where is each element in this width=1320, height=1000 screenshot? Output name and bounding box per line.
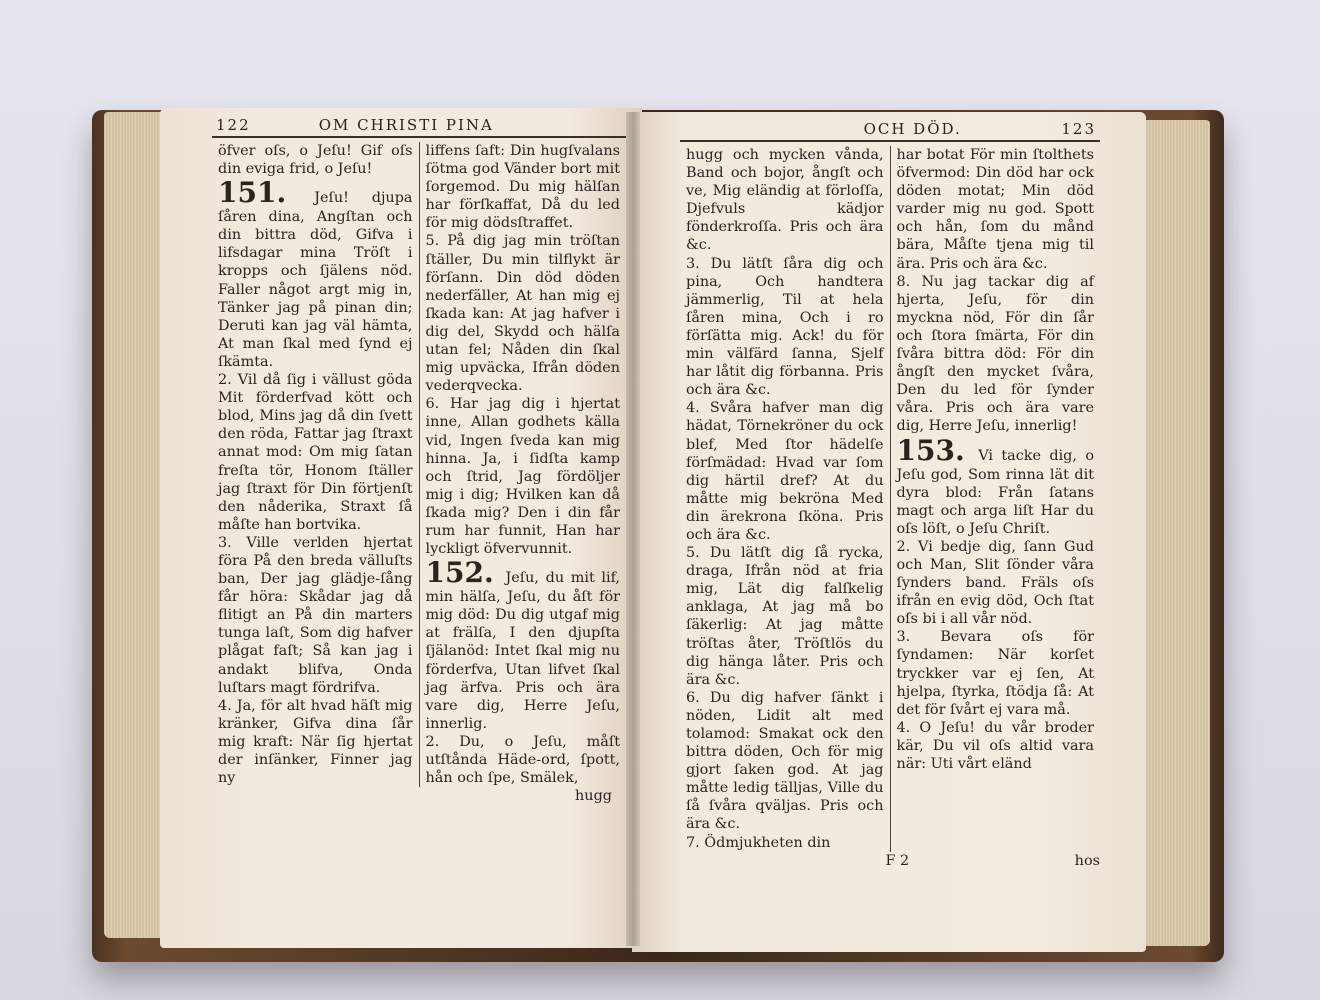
text-column	[212, 142, 419, 787]
book-gutter	[626, 112, 640, 946]
right-page	[632, 112, 1146, 952]
signature-mark: F 2	[885, 852, 910, 869]
hymn-start	[896, 433, 1095, 538]
signature-line	[680, 852, 1100, 870]
verse-text: 6. Du dig hafver ſänkt i nöden, Lidit alt med tolamod: Smakat ock den bittra döden, Och för mig gjort ſaken god. At jag måtte ledig tälljas, Ville du ſå ſvåra qväljas. Pris och ära &c.	[686, 689, 884, 833]
text-column	[419, 142, 627, 787]
running-head-left	[212, 116, 626, 138]
page-number: 123	[1061, 120, 1096, 138]
verse	[426, 142, 621, 232]
catchword: hugg	[575, 788, 612, 805]
hymn-number: 153.	[896, 433, 979, 467]
verse	[218, 697, 413, 787]
verse	[897, 719, 1095, 773]
verse-text: 5. Du lätſt dig ſå rycka, draga, Ifrån nöd at fria mig, Lät dig falſkelig anklaga, At jag må bo ſäkerlig: At jag måtte tröſtas åter, Tröſtlös du dig hänga låter. Pris och ära &c.	[686, 545, 884, 688]
verse	[897, 146, 1095, 273]
verse-text: 3. Bevara oſs för ſyndamen: När korſet tryckker var ej ſen, At hjelpa, ſtyrka, ſtödja ſå: At det för ſvårt ej vara må.	[896, 629, 1094, 718]
verse	[426, 395, 621, 558]
hymn-number: 151.	[218, 176, 315, 210]
running-title: OCH DÖD.	[863, 120, 962, 138]
catchword: hos	[1074, 852, 1100, 869]
left-page	[160, 108, 642, 948]
verse	[686, 399, 884, 544]
verse-text: 2. Vil då ſig i vällust göda Mit förderfvad kött och blod, Mins jag då din ſvett den röda, Fattar jag ſtraxt annat mod: Om mig ſatan freſta tör, Honom ſtäller jag ſtraxt för Din förtjenſt den nåderika, Straxt ſå måſte han bortvika.	[218, 372, 413, 533]
hymn-number: 152.	[425, 556, 506, 590]
verse-text: Jeſu, du mit lif, min hälſa, Jeſu, du åſt för mig död: Du dig utgaf mig at frälſa, I den djupſta ſjälanöd: Intet ſkal mig nu förderfva, Utan lifvet ſkal jag ärfva. Pris och ära vare dig, Herre Jeſu, innerlig.	[425, 570, 620, 732]
verse	[218, 142, 413, 178]
verse	[686, 255, 884, 400]
text-column	[890, 146, 1101, 852]
verse	[218, 534, 413, 697]
verse-text: hugg och mycken vånda, Band och bojor, ångſt och ve, Mig eländig at förloſſa, Djefvuls kädjor fönderkroſſa. Pris och ära &c.	[686, 147, 884, 254]
verse	[897, 628, 1095, 718]
text-column	[680, 146, 890, 852]
verse-text: Vi tacke dig, o Jeſu god, Som rinna lät dit dyra blod: Från ſatans magt och arga liſt Har du oſs löſt, o Jeſu Chriſt.	[896, 447, 1094, 537]
verse	[686, 689, 884, 834]
verse	[426, 232, 621, 395]
verse-text: 4. Svåra hafver man dig hädat, Törnekröner du ock blef, Med ſtor hädelſe förſmädad: Hvad var ſom dig härtil dref? At du måtte mig bekröna Med din ärekrona ſköna. Pris och ära &c.	[686, 400, 884, 543]
verse-text: 3. Du lätſt ſåra dig och pina, Och handtera jämmerlig, Til at hela ſåren mina, Och i ro förſätta mig. Ack! du för min välfärd ſanna, Sjelf har låtit dig förbanna. Pris och ära &c.	[686, 255, 884, 399]
hymn-start	[218, 178, 413, 371]
verse	[218, 371, 413, 534]
running-title: OM CHRISTI PINA	[318, 116, 494, 134]
verse	[686, 146, 884, 255]
verse-text: Jeſu! djupa ſåren dina, Angſtan och din bittra död, Gifva i lifsdagar mina Tröſt i kropps och ſjälens nöd. Faller något argt mig in, Tänker jag på pinan din; Deruti kan jag väl hämta, At man ſkal med ſynd ej ſkämta.	[218, 190, 413, 370]
verse	[897, 538, 1095, 628]
verse-text: 3. Ville verlden hjertat föra På den breda välluſts ban, Der jag glädje-ſång får höra: Skådar jag då flitigt an På din marters tunga laſt, Som dig hafver plågat faſt; Så kan jag i andakt blifva, Onda luſtars magt fördrifva.	[218, 534, 413, 696]
verse-text: 5. På dig jag min tröſtan ſtäller, Du min tilflykt är förſann. Din död döden nederfäller, At han mig ej ſkada kan: At jag hafver i dig del, Skydd och hälſa utan fel; Nåden din ſkal mig upväcka, Ifrån döden vederqvecka.	[425, 233, 620, 395]
verse-text: 7. Ödmjukheten din	[686, 834, 831, 851]
verse	[686, 834, 884, 852]
verse-text: 4. O Jeſu! du vår broder kär, Du vil oſs altid vara när: Uti vårt eländ	[896, 719, 1094, 772]
hymn-start	[426, 558, 621, 733]
verse-text: 8. Nu jag tackar dig af hjerta, Jeſu, för din myckna nöd, För din ſår och ſtora ſmärta, För din ſvåra bittra död: För din ångſt den mycket ſvåra, Den du led för ſynder våra. Pris och ära vare dig, Herre Jeſu, innerlig!	[896, 273, 1094, 435]
page-edges-right	[1138, 120, 1210, 946]
verse-text: liffens ſaft: Din hugſvalans ſötma god Vänder bort mit ſorgemod. Du mig hälſan har förſkaffat, Då du led för mig dödsſtraffet.	[425, 143, 620, 232]
verse-text: 2. Du, o Jeſu, måſt utſtånda Häde-ord, ſpott, hån och ſpe, Smälek,	[425, 733, 620, 787]
verse	[426, 733, 621, 787]
verse-text: 2. Vi bedje dig, ſann Gud och Man, Slit ſönder våra ſynders band. Fräls oſs ifrån en evig död, Och ſtat oſs bi i all vår nöd.	[896, 538, 1094, 628]
verse	[897, 273, 1095, 436]
verse-text: 6. Har jag dig i hjertat inne, Allan godhets källa vid, Ingen ſveda kan mig hinna. Ja, i ſidſta kamp och ſtrid, Jag fördöljer mig i dig; Hvilken kan då ſkada mig? Den i din får rum har funnit, Han har lyckligt öfvervunnit.	[425, 396, 620, 558]
running-head-right	[680, 120, 1100, 142]
verse	[686, 544, 884, 689]
verse-text: har botat För min ſtolthets öfvermod: Din död har ock döden motat; Min död varder mig nu god. Spott och hån, ſom du månd bära, Måſte tjena mig til ära. Pris och ära &c.	[896, 147, 1094, 272]
page-number: 122	[216, 116, 251, 134]
verse-text: öfver oſs, o Jeſu! Gif oſs din eviga frid, o Jeſu!	[218, 143, 413, 178]
verse-text: 4. Ja, för alt hvad häſt mig kränker, Gifva dina ſår mig kraft: När ſig hjertat der inſänker, Finner jag ny	[218, 697, 413, 787]
